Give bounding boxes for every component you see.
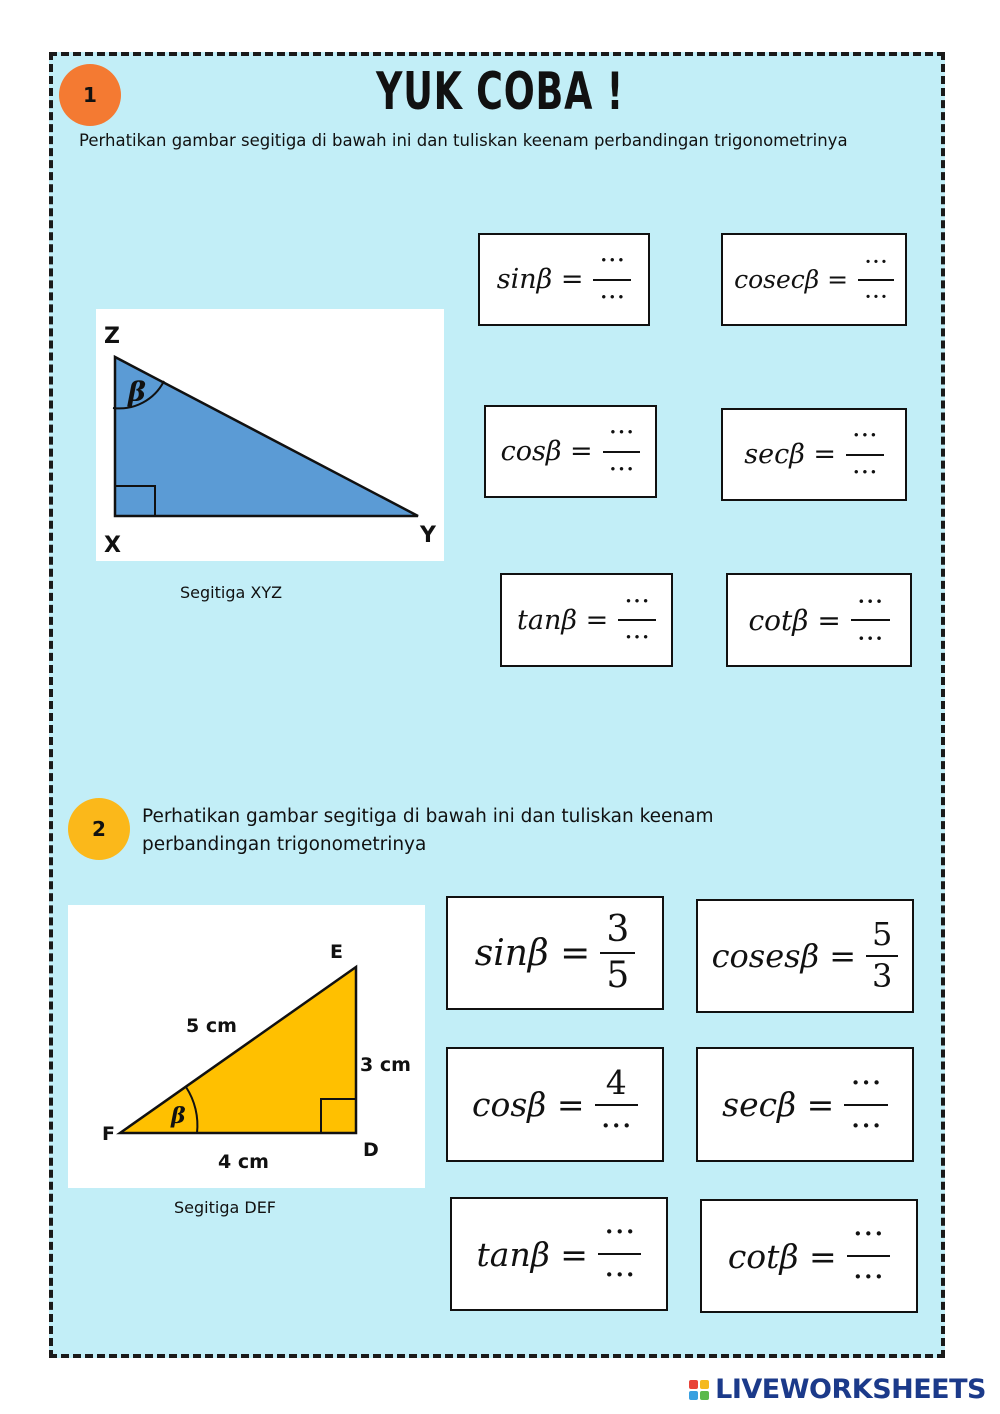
s1-sec-box[interactable] [721,408,907,501]
adjacent-label: 4 cm [218,1151,269,1173]
s1-cos-den[interactable]: ··· [608,453,635,485]
s2-cos-num[interactable]: 4 [605,1062,627,1102]
triangle-xyz-figure [96,309,444,561]
s2-sin-den[interactable]: 5 [606,955,630,996]
vertex-f-label: F [102,1123,115,1145]
s1-sin-box[interactable] [478,233,650,326]
s2-tan-lhs: tanβ = [476,1234,588,1274]
liveworksheets-logo-text: LIVEWORKSHEETS [715,1374,986,1405]
section-1-instruction: Perhatikan gambar segitiga di bawah ini dan tuliskan keenam perbandingan trigonometrinya [79,131,848,150]
s2-tan-box[interactable] [450,1197,668,1311]
s2-sec-lhs: secβ = [722,1085,835,1124]
s1-cot-den[interactable]: ··· [856,622,884,655]
s1-cosec-num[interactable]: ··· [864,247,888,277]
s2-tan-num[interactable]: ··· [603,1212,636,1252]
angle-beta-label: β [128,377,146,408]
s2-sin-box[interactable] [446,896,664,1010]
triangle-def-figure [68,905,425,1188]
s1-sec-num[interactable]: ··· [852,420,878,452]
s2-cot-den[interactable]: ··· [852,1257,885,1296]
s2-cos-lhs: cosβ = [472,1085,585,1124]
angle-beta-label-f: β [171,1103,186,1129]
triangle-xyz-caption: Segitiga XYZ [180,583,283,602]
s1-sec-den[interactable]: ··· [852,456,878,488]
s1-sin-den[interactable]: ··· [599,281,626,313]
s1-cos-num[interactable]: ··· [608,417,635,449]
vertex-e-label: E [330,941,343,963]
vertex-d-label: D [363,1139,379,1161]
s1-tan-lhs: tanβ = [517,604,609,636]
s1-cos-lhs: cosβ = [500,436,593,467]
s1-cosec-den[interactable]: ··· [864,281,888,311]
hypotenuse-label: 5 cm [186,1015,237,1037]
s1-cosec-lhs: cosecβ = [734,265,849,294]
s2-sin-num[interactable]: 3 [606,909,630,951]
s1-sin-lhs: sinβ = [496,264,584,295]
s1-tan-den[interactable]: ··· [624,622,650,653]
liveworksheets-logo-icon [689,1380,709,1400]
section-2-badge [68,798,130,860]
s2-coses-den[interactable]: 3 [872,957,893,995]
s2-sin-lhs: sinβ = [474,932,591,974]
section-2-instruction-line2: perbandingan trigonometrinya [142,834,427,855]
liveworksheets-logo [689,1374,986,1405]
vertex-z-label: Z [104,324,120,349]
s1-tan-num[interactable]: ··· [624,585,650,617]
s2-sec-den[interactable]: ··· [850,1105,882,1145]
s2-cos-den[interactable]: ··· [600,1105,632,1145]
triangle-xyz-shape [115,357,418,516]
section-1-number: 1 [83,83,97,107]
s2-cot-num[interactable]: ··· [852,1214,885,1254]
s2-sec-num[interactable]: ··· [850,1062,882,1102]
vertex-x-label: X [104,533,121,558]
s1-cot-lhs: cotβ = [748,603,841,637]
s2-sec-box[interactable] [696,1047,914,1162]
s2-cot-lhs: cotβ = [727,1236,837,1276]
triangle-def-caption: Segitiga DEF [174,1198,276,1217]
s1-tan-box[interactable] [500,573,673,667]
section-2-number: 2 [92,817,106,841]
s1-cosec-box[interactable] [721,233,907,326]
s1-cot-num[interactable]: ··· [856,584,884,618]
s1-sin-num[interactable]: ··· [599,245,626,277]
s2-coses-box[interactable] [696,899,914,1013]
s2-coses-lhs: cosesβ = [711,937,857,975]
s1-sec-lhs: secβ = [744,439,837,470]
s2-tan-den[interactable]: ··· [603,1255,636,1294]
s1-cos-box[interactable] [484,405,657,498]
vertex-y-label: Y [420,523,436,548]
opposite-label: 3 cm [360,1054,411,1076]
s2-cos-box[interactable] [446,1047,664,1162]
s2-cot-box[interactable] [700,1199,918,1313]
s2-coses-num[interactable]: 5 [872,915,893,954]
section-2-instruction-line1: Perhatikan gambar segitiga di bawah ini dan tuliskan keenam [142,806,714,827]
page-title: YUK COBA ! [376,62,624,122]
s1-cot-box[interactable] [726,573,912,667]
